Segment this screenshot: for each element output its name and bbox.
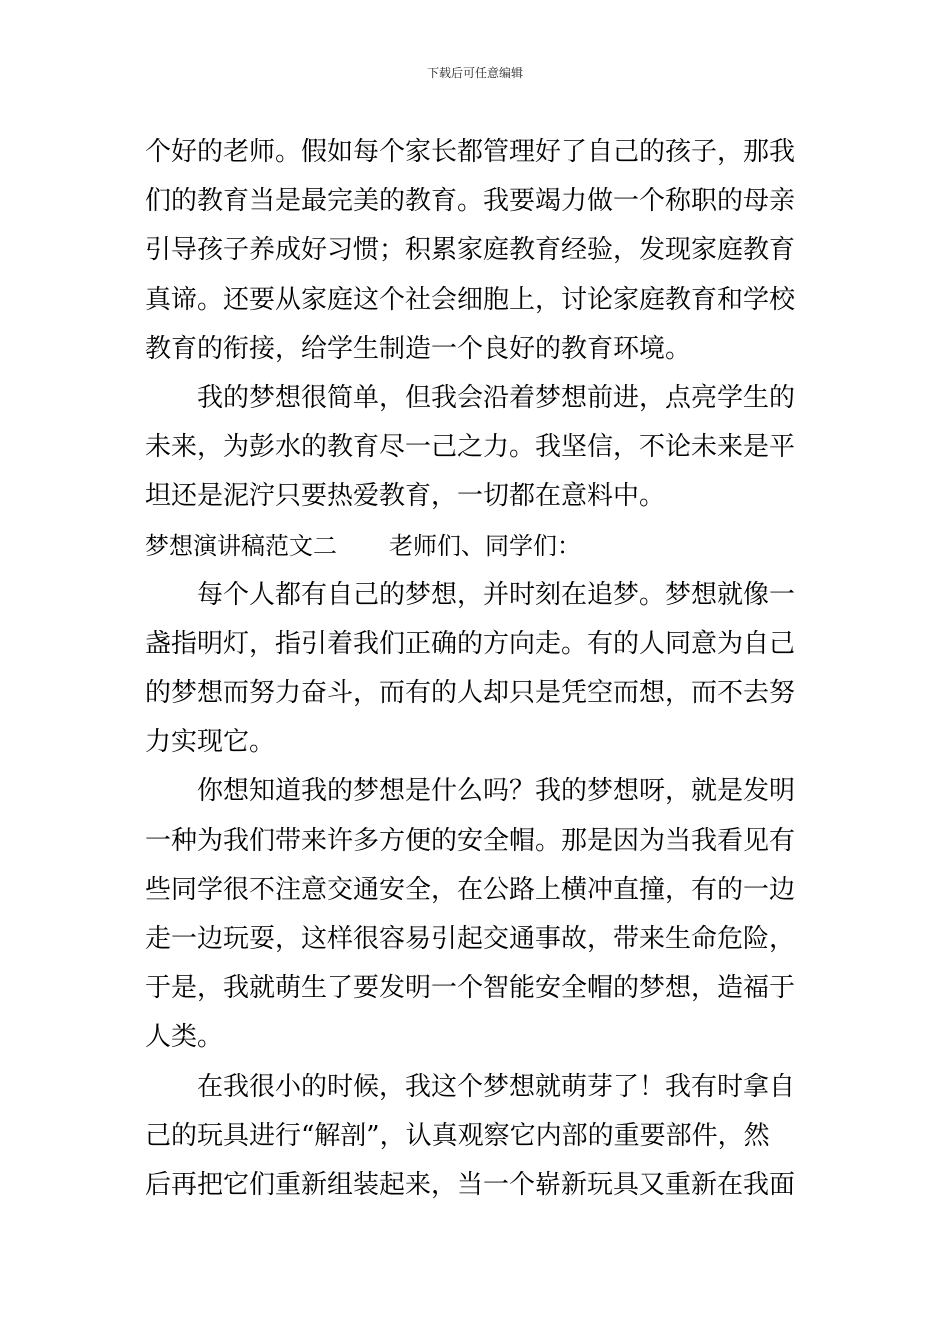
text-line: 盏指明灯，指引着我们正确的方向走。有的人同意为自己	[145, 628, 796, 659]
paragraph-start: 你想知道我的梦想是什么吗？我的梦想呀，就是发明	[197, 776, 796, 807]
text-line: 己的玩具进行“解剖”，认真观察它内部的重要部件，然	[145, 1120, 770, 1151]
page-header: 下载后可任意编辑	[426, 66, 523, 80]
section-heading-line	[145, 522, 813, 571]
paragraph-start: 每个人都有自己的梦想，并时刻在追梦。梦想就像一	[197, 579, 796, 610]
text-line: 个好的老师。假如每个家长都管理好了自己的孩子，那我	[145, 137, 796, 167]
text-line: 些同学很不注意交通安全，在公路上横冲直撞，有的一边	[145, 874, 796, 905]
document-body	[145, 128, 813, 1210]
text-line: 引导孩子养成好习惯；积累家庭教育经验，发现家庭教育	[145, 235, 796, 266]
text-line: 未来，为彭水的教育尽一己之力。我坚信，不论未来是平	[145, 432, 796, 463]
text-line: 一种为我们带来许多方便的安全帽。那是因为当我看见有	[145, 825, 796, 856]
paragraph-start: 我的梦想很简单，但我会沿着梦想前进，点亮学生的	[197, 382, 796, 413]
text-line: 人类。	[145, 1022, 224, 1053]
text-line: 真谛。还要从家庭这个社会细胞上，讨论家庭教育和学校	[145, 284, 796, 315]
text-line: 教育的衔接，给学生制造一个良好的教育环境。	[145, 333, 692, 364]
text-line: 坦还是泥泞只要热爱教育，一切都在意料中。	[145, 481, 666, 512]
text-line: 力实现它。	[145, 727, 276, 758]
text-line: 们的教育当是最完美的教育。我要竭力做一个称职的母亲	[145, 186, 796, 217]
text-line: 的梦想而努力奋斗，而有的人却只是凭空而想，而不去努	[145, 678, 796, 709]
text-line: 于是，我就萌生了要发明一个智能安全帽的梦想，造福于	[145, 973, 796, 1004]
paragraph-start: 在我很小的时候，我这个梦想就萌芽了！我有时拿自	[197, 1071, 796, 1102]
section-title: 梦想演讲稿范文二	[145, 531, 337, 560]
salutation: 老师们、同学们：	[389, 531, 581, 560]
text-line: 走一边玩耍，这样很容易引起交通事故，带来生命危险，	[145, 924, 796, 954]
text-line: 后再把它们重新组装起来，当一个崭新玩具又重新在我面	[145, 1169, 796, 1200]
